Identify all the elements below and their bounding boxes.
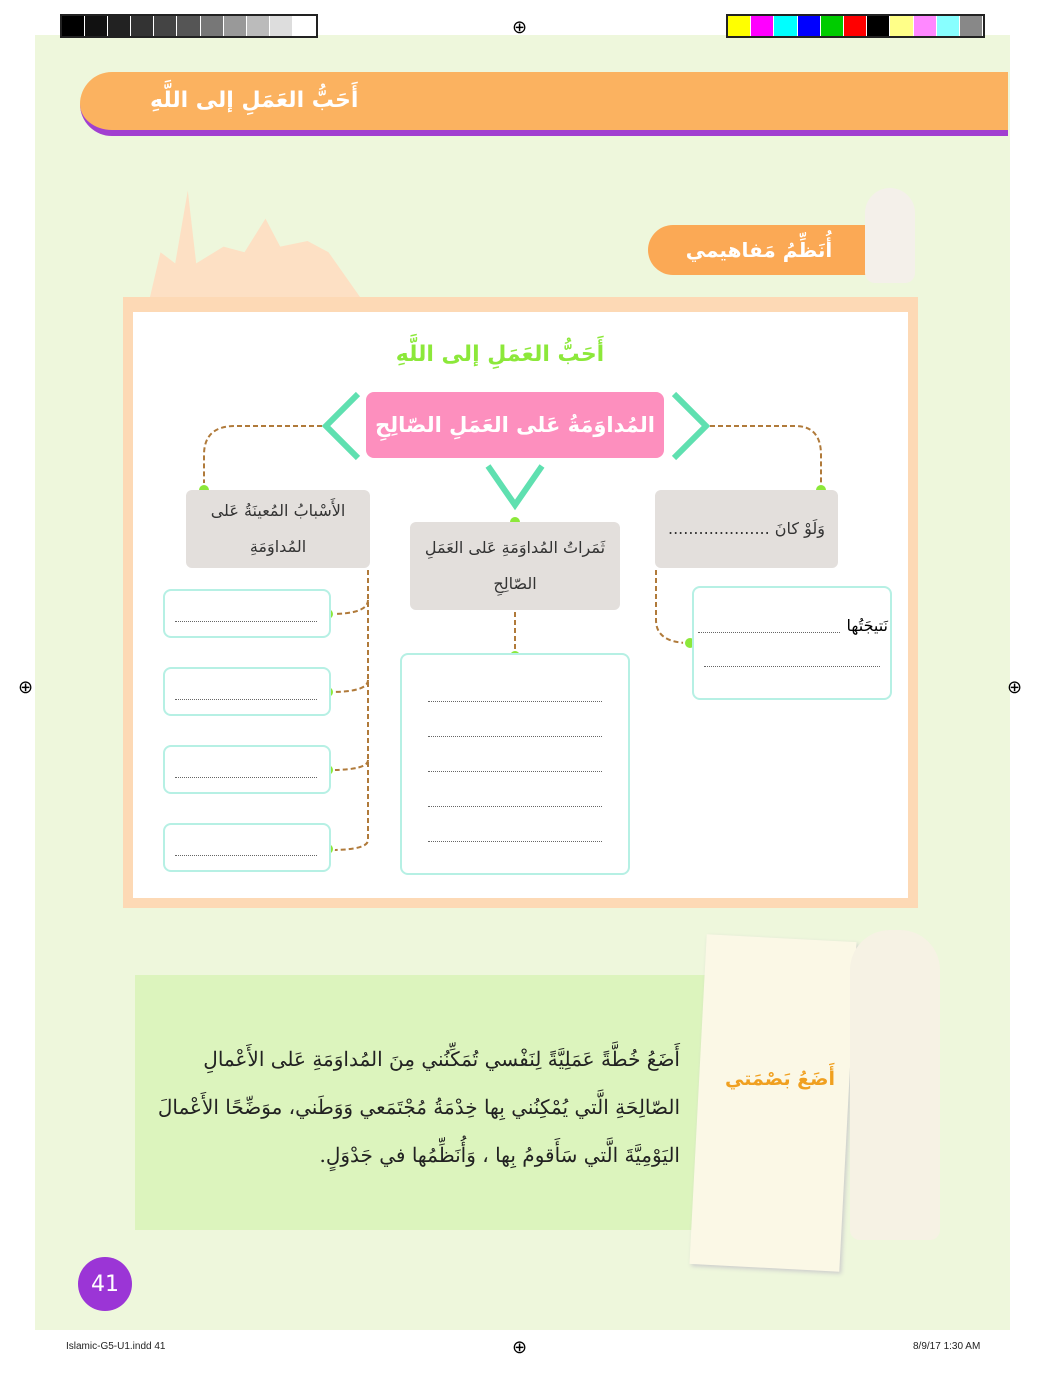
activity-text: أَضَعُ خُطَّةً عَمَلِيَّةً لِنَفْسي تُمَكِّنُني مِنَ المُداوَمَةِ عَلى الأَعْمالِ الصّالِحَةِ الَّتي يُمْكِنُني بِها خِدْمَةُ مُجْتَمَعي وَوَطَني، موَضِّحًا الأَعْمالَ اليَوْمِيَّةَ الَّتي سَأَقومُ بِها ، وَأُنَظِّمُها في جَدْوَلٍ. [157, 1047, 680, 1167]
cause-answer-field[interactable] [163, 745, 331, 794]
even-if-box: وَلَوْ كانَ .................... [655, 490, 838, 568]
registration-mark-icon: ⊕ [18, 677, 34, 698]
page-number: 41 [78, 1257, 132, 1311]
causes-box: الأَسْبابُ المُعينَةُ عَلى المُداوَمَةِ [186, 490, 370, 568]
page-title: أَحَبُّ العَمَلِ إلى اللَّهِ [150, 88, 359, 113]
cause-answer-field[interactable] [163, 589, 331, 638]
result-answer-field[interactable] [692, 586, 892, 700]
cause-answer-field[interactable] [163, 823, 331, 872]
boy-illustration [850, 930, 940, 1240]
diagram-title: أَحَبُّ العَمَلِ إلى اللَّهِ [395, 342, 605, 367]
registration-mark-icon: ⊕ [1007, 677, 1023, 698]
fruits-answer-field[interactable] [400, 653, 630, 875]
right-chevron-icon [674, 394, 706, 458]
registration-mark-icon: ⊕ [512, 17, 528, 38]
fruits-box: ثَمَراتُ المُداوَمَةِ عَلى العَمَلِ الصّالِحِ [410, 522, 620, 610]
cause-answer-field[interactable] [163, 667, 331, 716]
scroll-illustration [689, 934, 856, 1271]
footer-date: 8/9/17 1:30 AM [913, 1341, 981, 1352]
center-concept: المُداوَمَةُ عَلى العَمَلِ الصّالِحِ [366, 392, 664, 458]
activity-label: أَضَعُ بَصْمَتي [725, 1068, 836, 1090]
result-label: نَتيجَتُها [846, 616, 888, 635]
left-chevron-icon [326, 394, 358, 458]
down-chevron-icon [488, 466, 542, 505]
footer-file: Islamic-G5-U1.indd 41 [66, 1341, 166, 1352]
registration-mark-icon: ⊕ [512, 1337, 528, 1358]
section-label: أُنَظِّمُ مَفاهيمي [648, 225, 870, 275]
